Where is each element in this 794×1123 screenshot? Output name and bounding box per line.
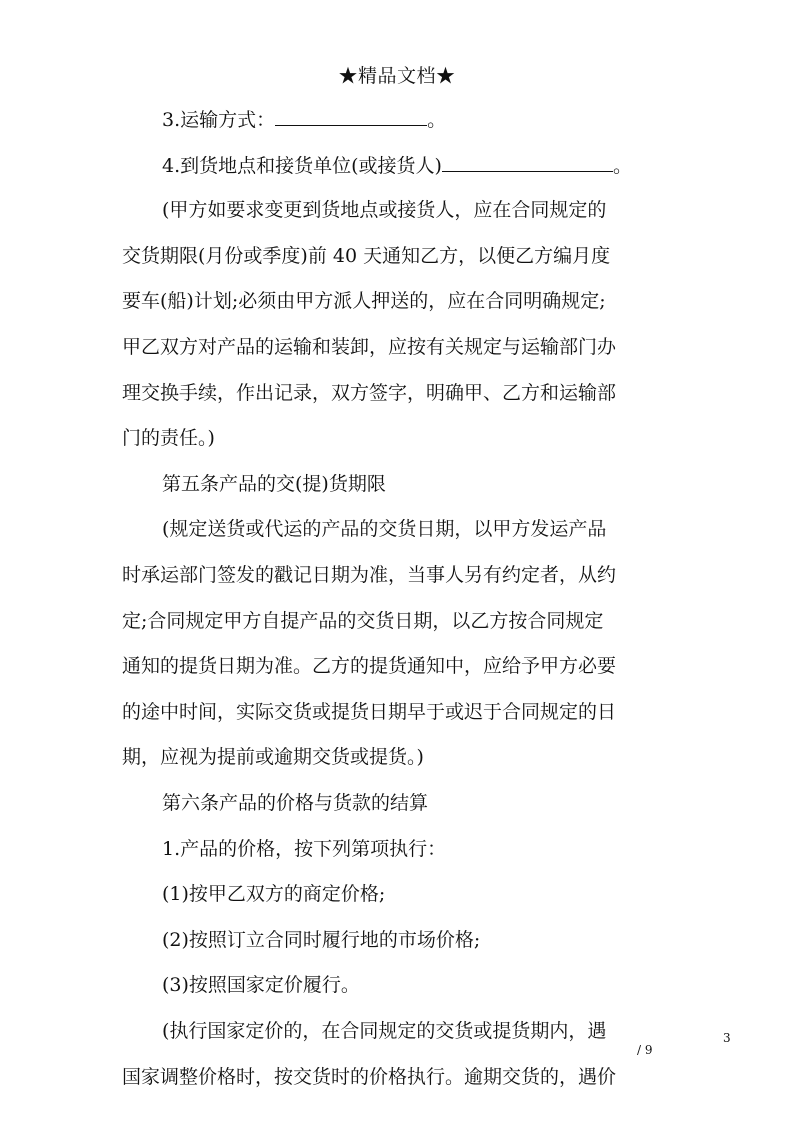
- text-line: [122, 335, 616, 359]
- paragraph-first-line: [162, 928, 480, 952]
- line-terminator: 。: [427, 109, 447, 131]
- line-text: 3.运输方式：: [162, 109, 276, 131]
- line-text: 理交换手续，作出记录，双方签字，明确甲、乙方和运输部: [122, 381, 617, 404]
- paragraph-first-line: [162, 517, 606, 541]
- line-text: 时承运部门签发的戳记日期为准，当事人另有约定者，从约: [122, 564, 617, 586]
- paragraph-first-line: [162, 882, 385, 906]
- line-text: 通知的提货日期为准。乙方的提货通知中，应给予甲方必要: [122, 655, 617, 678]
- line-text: 第五条产品的交(提)货期限: [162, 472, 386, 495]
- text-line: [122, 244, 610, 268]
- form-field-line: [162, 107, 446, 132]
- paragraph-first-line: [162, 1019, 606, 1043]
- line-text: 的途中时间，实际交货或提货日期早于或迟于合同规定的日: [122, 700, 617, 723]
- text-line: [122, 426, 215, 450]
- page-number: 3: [723, 1031, 731, 1045]
- line-text: 第六条产品的价格与货款的结算: [162, 792, 429, 814]
- line-text: 1.产品的价格，按下列第项执行：: [162, 837, 447, 860]
- blank-underline: [275, 107, 427, 126]
- text-line: [122, 745, 424, 769]
- text-line: [122, 654, 616, 678]
- line-text: (3)按照国家定价履行。: [162, 974, 360, 997]
- line-text: 定;合同规定甲方自提产品的交货日期，以乙方按合同规定: [122, 609, 604, 632]
- line-text: (甲方如要求变更到货地点或接货人，应在合同规定的: [162, 199, 607, 222]
- line-text: (执行国家定价的，在合同规定的交货或提货期内，遇: [162, 1020, 607, 1042]
- line-text: 期，应视为提前或逾期交货或提货。): [122, 746, 424, 769]
- text-line: [122, 1065, 616, 1089]
- line-text: 要车(船)计划;必须由甲方派人押送的，应在合同明确规定;: [122, 290, 606, 313]
- line-text: (2)按照订立合同时履行地的市场价格;: [162, 928, 481, 951]
- document-header: ★精品文档★: [338, 65, 456, 87]
- paragraph-first-line: [162, 837, 446, 861]
- text-line: [122, 609, 603, 633]
- paragraph-first-line: [162, 198, 606, 222]
- text-line: [122, 563, 616, 587]
- line-text: 交货期限(月份或季度)前 40 天通知乙方，以便乙方编月度: [122, 244, 611, 267]
- paragraph-first-line: [162, 791, 428, 815]
- line-text: 国家调整价格时，按交货时的价格执行。逾期交货的，遇价: [122, 1065, 617, 1088]
- line-terminator: 。: [612, 154, 632, 177]
- line-text: 甲乙双方对产品的运输和装卸，应按有关规定与运输部门办: [122, 336, 617, 358]
- line-text: (规定送货或代运的产品的交货日期，以甲方发运产品: [162, 518, 607, 541]
- text-line: [122, 289, 606, 313]
- paragraph-first-line: [162, 472, 386, 496]
- blank-underline: [442, 153, 613, 172]
- line-text: 4.到货地点和接货单位(或接货人): [162, 154, 442, 177]
- line-text: (1)按甲乙双方的商定价格;: [162, 883, 386, 906]
- paragraph-first-line: [162, 973, 360, 997]
- form-field-line: [162, 153, 632, 178]
- page-total: / 9: [637, 1043, 653, 1057]
- text-line: [122, 381, 616, 405]
- text-line: [122, 700, 616, 724]
- line-text: 门的责任。): [122, 427, 215, 450]
